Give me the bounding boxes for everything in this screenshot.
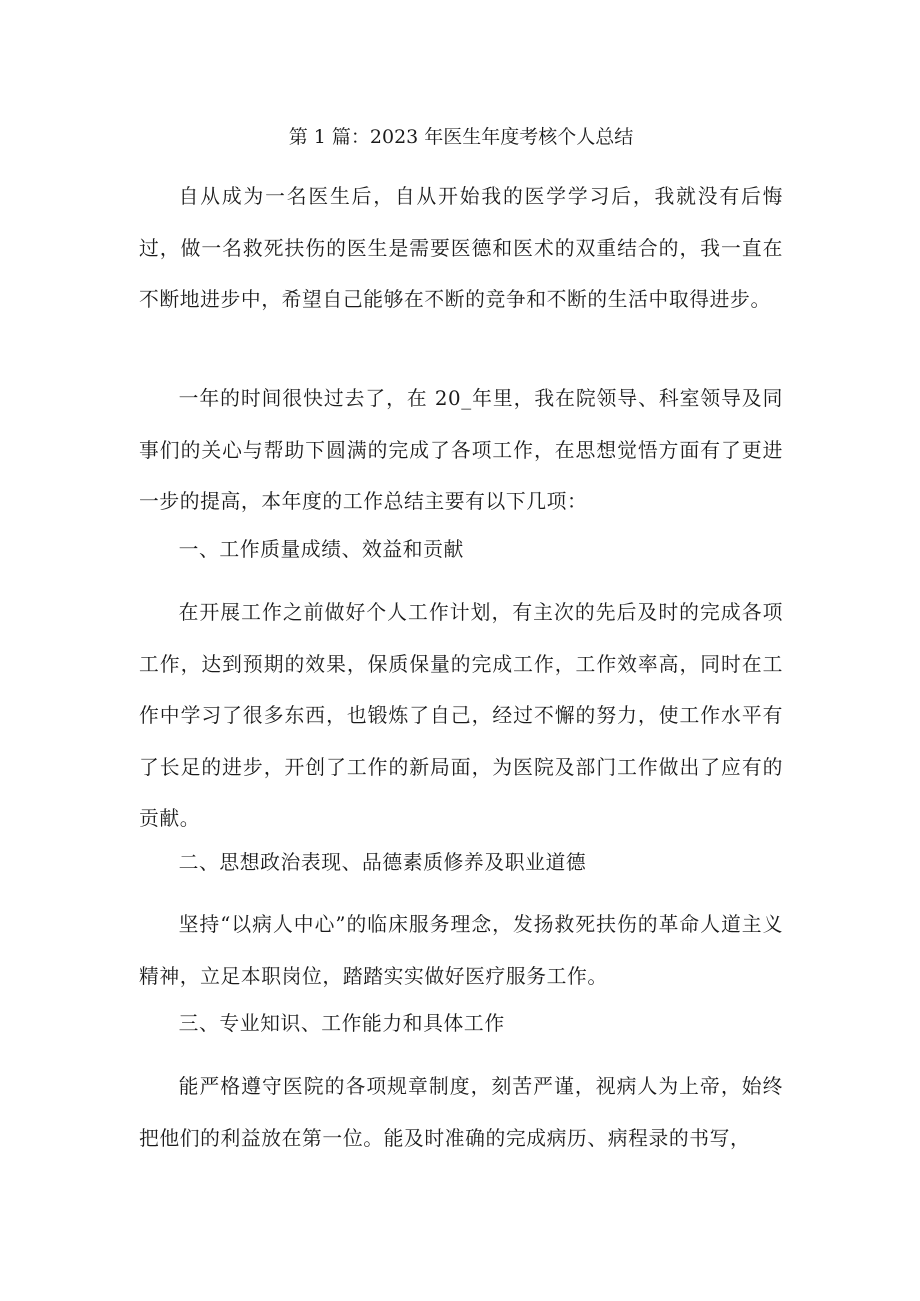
paragraph-ethics: 坚持“以病人中心”的临床服务理念，发扬救死扶伤的革命人道主义精神，立足本职岗位，踏踏实实做好医疗服务工作。 [139, 913, 783, 988]
paragraph-professional: 能严格遵守医院的各项规章制度，刻苦严谨，视病人为上帝，始终把他们的利益放在第一位。能及时准确的完成病历、病程录的书写， [139, 1075, 783, 1150]
section-heading-1: 一、工作质量成绩、效益和贡献 [178, 538, 464, 561]
document-title: 第 1 篇：2023 年医生年度考核个人总结 [288, 126, 634, 148]
section-heading-2: 二、思想政治表现、品德素质修养及职业道德 [178, 851, 587, 874]
section-heading-3: 三、专业知识、工作能力和具体工作 [178, 1012, 505, 1035]
paragraph-intro: 自从成为一名医生后，自从开始我的医学学习后，我就没有后悔过，做一名救死扶伤的医生是需要医德和医术的双重结合的，我一直在不断地进步中，希望自己能够在不断的竞争和不断的生活中取得进步。 [139, 185, 783, 311]
paragraph-work-quality: 在开展工作之前做好个人工作计划，有主次的先后及时的完成各项工作，达到预期的效果，保质保量的完成工作，工作效率高，同时在工作中学习了很多东西，也锻炼了自己，经过不懈的努力，使工作水平有了长足的进步，开创了工作的新局面，为医院及部门工作做出了应有的贡献。 [139, 601, 783, 830]
paragraph-year-summary: 一年的时间很快过去了，在 20_年里，我在院领导、科室领导及同事们的关心与帮助下圆满的完成了各项工作，在思想觉悟方面有了更进一步的提高，本年度的工作总结主要有以下几项： [139, 387, 783, 513]
